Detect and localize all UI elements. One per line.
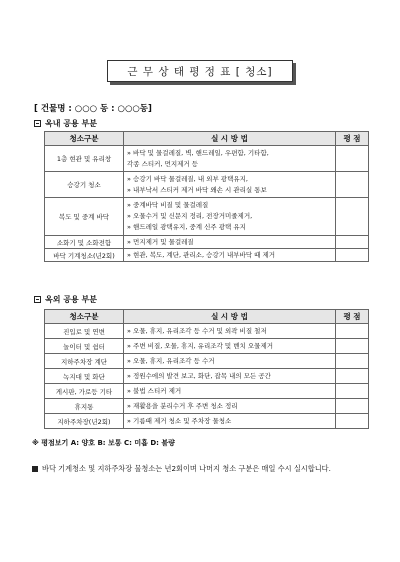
row-category: 1층 현관 및 유리창 bbox=[45, 146, 124, 172]
row-method bbox=[124, 369, 336, 384]
method-line: » 핸드레일 광택유지, 중계 신주 광택 유지 bbox=[127, 223, 246, 231]
row-category: 바닥 기계청소(년2회) bbox=[45, 249, 124, 262]
row-method bbox=[124, 324, 336, 339]
minus-box-icon bbox=[34, 296, 41, 303]
method-line: » 오물, 휴지, 유리조각 등 수거 및 외곽 비질 철저 bbox=[127, 326, 267, 335]
square-bullet-icon bbox=[32, 466, 38, 472]
score-legend: ※ 평점보기 A: 양호 B: 보통 C: 미흡 D: 불량 bbox=[32, 439, 175, 447]
table-row bbox=[45, 146, 369, 172]
row-score-cell[interactable] bbox=[336, 172, 369, 198]
row-category: 진입로 및 연변 bbox=[45, 324, 124, 339]
header-category: 청소구분 bbox=[45, 132, 124, 146]
method-line: » 오물, 휴지, 유리조각 등 수거 bbox=[127, 356, 215, 365]
method-line: » 먼지제거 및 물걸레질 bbox=[127, 237, 194, 246]
method-line: 각종 스티커, 먼지제거 등 bbox=[127, 159, 199, 168]
row-category: 복도 및 중계 바닥 bbox=[45, 198, 124, 236]
row-score-cell[interactable] bbox=[336, 198, 369, 236]
outdoor-table bbox=[44, 309, 369, 429]
table-row bbox=[45, 339, 369, 354]
row-score-cell[interactable] bbox=[336, 414, 369, 429]
table-row bbox=[45, 249, 369, 262]
footnote bbox=[32, 463, 372, 475]
row-method bbox=[124, 399, 336, 414]
row-method bbox=[124, 339, 336, 354]
row-method bbox=[124, 354, 336, 369]
row-method bbox=[124, 172, 336, 198]
row-category: 지하주차장(년2회) bbox=[45, 414, 124, 429]
row-method bbox=[124, 146, 336, 172]
method-line: » 오물수거 및 신문지 정리, 전장거미줄제거, bbox=[127, 212, 253, 220]
indoor-table bbox=[44, 131, 369, 262]
method-line: » 바닥 및 물걸레질, 벽, 핸드레일, 우편함, 기타함, bbox=[127, 148, 269, 157]
header-score: 평 점 bbox=[336, 310, 369, 324]
indoor-section-heading bbox=[34, 118, 97, 129]
method-line: » 정원수에의 발견 보고, 화단, 잡목 내의 모든 공간 bbox=[127, 371, 271, 380]
table-header-row bbox=[45, 310, 369, 324]
method-line: » 재활용을 분리수거 후 주변 청소 정리 bbox=[127, 401, 238, 410]
table-row bbox=[45, 198, 369, 236]
row-method bbox=[124, 384, 336, 399]
table-row bbox=[45, 236, 369, 249]
header-method: 실 시 방 법 bbox=[124, 132, 336, 146]
table-row bbox=[45, 354, 369, 369]
table-row bbox=[45, 324, 369, 339]
row-score-cell[interactable] bbox=[336, 399, 369, 414]
row-score-cell[interactable] bbox=[336, 249, 369, 262]
row-category: 놀이터 및 쉼터 bbox=[45, 339, 124, 354]
method-line: » 기름때 제거 청소 및 주차장 물청소 bbox=[127, 416, 232, 425]
row-method bbox=[124, 236, 336, 249]
outdoor-heading-text: 옥외 공용 부분 bbox=[45, 295, 97, 304]
row-category: 녹지대 및 화단 bbox=[45, 369, 124, 384]
table-row bbox=[45, 384, 369, 399]
table-row bbox=[45, 369, 369, 384]
row-method bbox=[124, 249, 336, 262]
row-score-cell[interactable] bbox=[336, 324, 369, 339]
row-method bbox=[124, 198, 336, 236]
row-score-cell[interactable] bbox=[336, 339, 369, 354]
row-category: 소화기 및 소화전함 bbox=[45, 236, 124, 249]
row-category: 휴지통 bbox=[45, 399, 124, 414]
footnote-text: 바닥 기계청소 및 지하주차장 물청소는 년2회이며 나머지 청소 구분은 매일 수시 실시합니다. bbox=[42, 464, 331, 473]
header-category: 청소구분 bbox=[45, 310, 124, 324]
method-line: » 중계바닥 비질 및 물걸레질 bbox=[127, 201, 209, 209]
minus-box-icon bbox=[34, 120, 41, 127]
row-score-cell[interactable] bbox=[336, 146, 369, 172]
building-line: [ 건물명 : ○○○ 동 : ○○○동] bbox=[34, 104, 152, 114]
method-line: » 현관, 복도, 계단, 관리소, 승강기 내부바닥 때 제거 bbox=[127, 250, 276, 259]
row-score-cell[interactable] bbox=[336, 236, 369, 249]
table-row bbox=[45, 172, 369, 198]
method-line: » 불법 스티커 제거 bbox=[127, 386, 182, 395]
table-header-row bbox=[45, 132, 369, 146]
indoor-heading-text: 옥내 공용 부분 bbox=[45, 119, 97, 128]
outdoor-section-heading bbox=[34, 294, 97, 305]
row-score-cell[interactable] bbox=[336, 384, 369, 399]
method-line: » 내부낙서 스티커 제거 바닥 왜손 시 관리실 통보 bbox=[127, 185, 267, 194]
row-category: 게시판, 가로등 기타 bbox=[45, 384, 124, 399]
table-row bbox=[45, 399, 369, 414]
row-category: 승강기 청소 bbox=[45, 172, 124, 198]
page-title: 근 무 상 태 평 정 표 [ 청소] bbox=[107, 60, 293, 82]
header-score: 평 점 bbox=[336, 132, 369, 146]
table-row bbox=[45, 414, 369, 429]
method-line: » 승강기 바닥 물걸레질, 내 외부 광택유지, bbox=[127, 174, 248, 183]
method-line: » 주변 비질, 오물, 휴지, 유리조각 및 벤치 오물제거 bbox=[127, 341, 274, 350]
row-score-cell[interactable] bbox=[336, 369, 369, 384]
row-score-cell[interactable] bbox=[336, 354, 369, 369]
row-method bbox=[124, 414, 336, 429]
header-method: 실 시 방 법 bbox=[124, 310, 336, 324]
row-category: 지하주차장 계단 bbox=[45, 354, 124, 369]
